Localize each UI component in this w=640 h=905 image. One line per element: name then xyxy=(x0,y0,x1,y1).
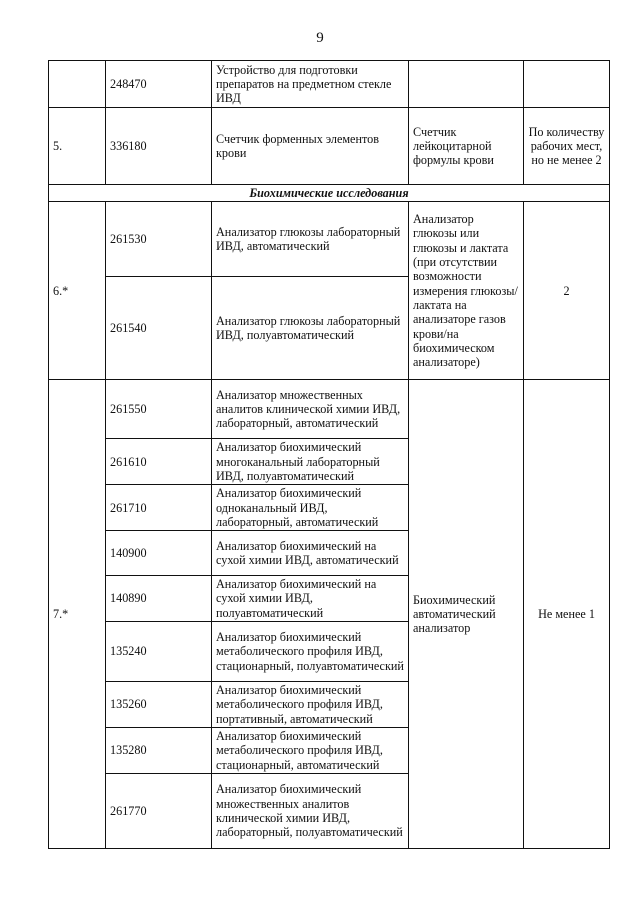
row-number: 7.* xyxy=(49,380,106,849)
row-number: 5. xyxy=(49,108,106,185)
item-code: 135240 xyxy=(106,622,212,682)
item-name: Анализатор множественных аналитов клинической химии ИВД, лабораторный, автоматический xyxy=(212,380,409,439)
page-number: 9 xyxy=(316,30,324,46)
item-note: Биохимический автоматический анализатор xyxy=(409,380,524,849)
item-name: Анализатор биохимический на сухой химии ИВД, полуавтоматический xyxy=(212,576,409,622)
item-name: Анализатор глюкозы лабораторный ИВД, полуавтоматический xyxy=(212,277,409,380)
item-name: Устройство для подготовки препаратов на предметном стекле ИВД xyxy=(212,61,409,108)
item-name: Анализатор биохимический метаболического профиля ИВД, стационарный, полуавтоматический xyxy=(212,622,409,682)
item-quantity xyxy=(524,61,610,108)
item-name: Анализатор биохимический метаболического профиля ИВД, стационарный, автоматический xyxy=(212,727,409,773)
item-note: Счетчик лейкоцитарной формулы крови xyxy=(409,108,524,185)
item-name: Анализатор глюкозы лабораторный ИВД, автоматический xyxy=(212,202,409,277)
item-code: 140890 xyxy=(106,576,212,622)
item-name: Анализатор биохимический на сухой химии ИВД, автоматический xyxy=(212,531,409,576)
item-name: Счетчик форменных элементов крови xyxy=(212,108,409,185)
table-row xyxy=(49,380,610,439)
item-note: Анализатор глюкозы или глюкозы и лактата (при отсутствии возможности измерения глюкозы/ лактата на анализаторе газов крови/на биохимическом анализаторе) xyxy=(409,202,524,380)
row-number: 6.* xyxy=(49,202,106,380)
item-code: 248470 xyxy=(106,61,212,108)
item-code: 261550 xyxy=(106,380,212,439)
item-quantity: 2 xyxy=(524,202,610,380)
table-row xyxy=(49,61,610,108)
item-code: 261530 xyxy=(106,202,212,277)
item-note xyxy=(409,61,524,108)
table-row xyxy=(49,108,610,185)
item-quantity: Не менее 1 xyxy=(524,380,610,849)
section-row xyxy=(49,185,610,202)
item-quantity: По количеству рабочих мест, но не менее 2 xyxy=(524,108,610,185)
item-code: 261610 xyxy=(106,439,212,485)
item-code: 135260 xyxy=(106,682,212,728)
item-code: 336180 xyxy=(106,108,212,185)
section-title: Биохимические исследования xyxy=(49,185,610,202)
item-name: Анализатор биохимический множественных аналитов клинической химии ИВД, лабораторный, полуавтоматический xyxy=(212,773,409,848)
item-code: 140900 xyxy=(106,531,212,576)
item-code: 135280 xyxy=(106,727,212,773)
item-name: Анализатор биохимический одноканальный ИВД, лабораторный, автоматический xyxy=(212,485,409,531)
table-row xyxy=(49,202,610,277)
item-name: Анализатор биохимический многоканальный лабораторный ИВД, полуавтоматический xyxy=(212,439,409,485)
item-code: 261540 xyxy=(106,277,212,380)
item-name: Анализатор биохимический метаболического профиля ИВД, портативный, автоматический xyxy=(212,682,409,728)
item-code: 261710 xyxy=(106,485,212,531)
row-number xyxy=(49,61,106,108)
equipment-table xyxy=(48,60,610,849)
item-code: 261770 xyxy=(106,773,212,848)
